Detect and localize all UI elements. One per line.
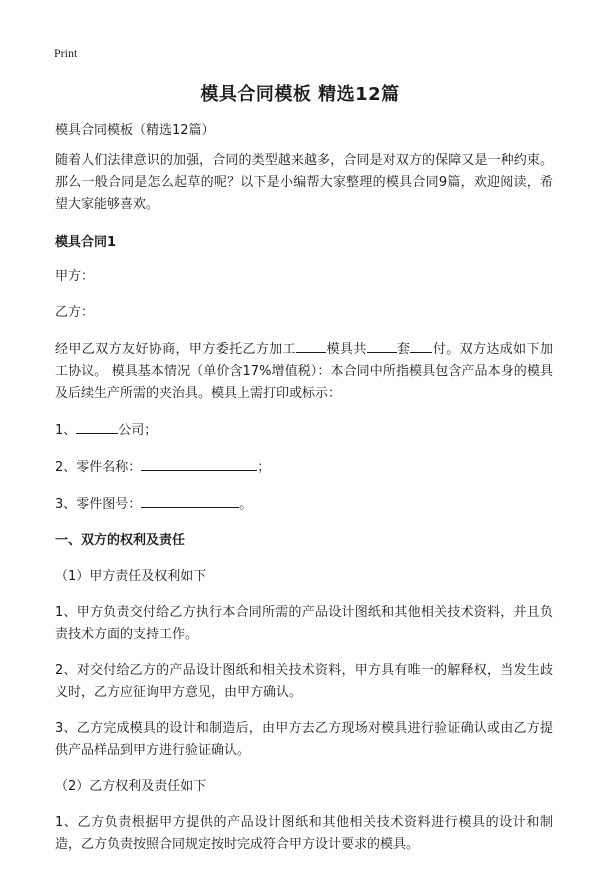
party-b-duties-heading: （2）乙方权利及责任如下 — [55, 779, 207, 794]
mold-count-blank — [367, 338, 397, 353]
drawing-no-blank — [141, 493, 239, 508]
marking-item-1-suffix: 公司； — [118, 423, 158, 438]
agreement-text-4: 付。双方达成如下加工协议。 模具基本情况（单价含17%增值税）：本合同中所指模具包含产品本身的模具及后续生产所需的夹治具。模具上需打印或标示： — [55, 342, 553, 401]
marking-item-2-suffix: ； — [257, 460, 271, 475]
print-label[interactable]: Print — [54, 46, 78, 60]
agreement-text-3: 套 — [396, 342, 411, 357]
company-blank — [76, 419, 118, 434]
intro-paragraph: 随着人们法律意识的加强，合同的类型越来越多，合同是对双方的保障又是一种约束。那么一般合同是怎么起草的呢？以下是小编帮大家整理的模具合同9篇，欢迎阅读，希望大家能够喜欢。 — [55, 153, 553, 212]
section-rights-heading: 一、双方的权利及责任 — [55, 533, 186, 548]
marking-item-company — [55, 419, 553, 442]
marking-item-2-prefix: 2、零件名称： — [55, 460, 142, 475]
mold-set-blank — [410, 338, 432, 353]
party-b-duty-1: 1、乙方负责根据甲方提供的产品设计图纸和其他相关技术资料进行模具的设计和制造，乙方负责按照合同规定按时完成符合甲方设计要求的模具。 — [55, 815, 553, 852]
marking-item-drawing-no — [55, 493, 553, 516]
party-a-duties-heading: （1）甲方责任及权利如下 — [55, 569, 207, 584]
marking-item-part-name — [55, 456, 553, 479]
mold-name-blank — [296, 338, 326, 353]
party-a-duty-2: 2、对交付给乙方的产品设计图纸和相关技术资料，甲方具有唯一的解释权，当发生歧义时，乙方应征询甲方意见，由甲方确认。 — [55, 663, 553, 700]
party-a-line: 甲方： — [55, 269, 95, 284]
page-title: 模具合同模板 精选12篇 — [200, 84, 400, 105]
marking-item-3-suffix: 。 — [239, 497, 253, 512]
agreement-text-2: 模具共 — [326, 342, 367, 357]
contract-heading: 模具合同1 — [55, 235, 117, 250]
marking-item-3-prefix: 3、零件图号： — [55, 497, 142, 512]
party-a-duty-3: 3、乙方完成模具的设计和制造后，由甲方去乙方现场对模具进行验证确认或由乙方提供产品样品到甲方进行验证确认。 — [55, 721, 553, 758]
marking-item-1-prefix: 1、 — [55, 423, 77, 438]
document-body — [55, 120, 553, 870]
party-a-duty-1: 1、甲方负责交付给乙方执行本合同所需的产品设计图纸和其他相关技术资料，并且负责技术方面的支持工作。 — [55, 605, 553, 642]
party-b-line: 乙方： — [55, 305, 95, 320]
document-subtitle: 模具合同模板（精选12篇） — [55, 123, 215, 138]
agreement-text-1: 经甲乙双方友好协商，甲方委托乙方加工 — [55, 342, 297, 357]
agreement-paragraph — [55, 338, 553, 405]
part-name-blank — [141, 456, 257, 471]
